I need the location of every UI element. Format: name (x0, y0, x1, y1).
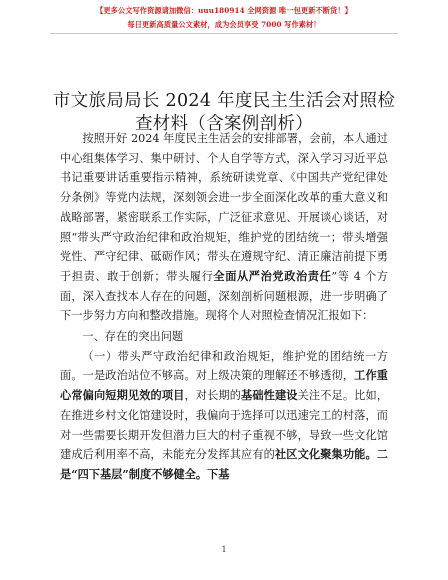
sec-text-5: 关注不足。比如，在推进乡村文化馆建设时，我偏向于选择可以迅速完工的村落，而对一些需要长期开发但潜力巨大的村子重视不够，导致一些文化馆建成后利用率不高，未能充分发挥其应有的 (60, 389, 388, 462)
sec-text-4: 基础性建设 (241, 388, 298, 403)
promo-banner-line1: 【更多公文写作资源请加微信：uuu180914 全网资源 唯一包更新不断货！】 (96, 6, 352, 15)
sec-text-3: ，对长期的 (184, 389, 242, 403)
page-number: 1 (221, 545, 227, 554)
promo-banner-line2: 每日更新高质量公文素材，成为会员享受 7000 写作素材！ (127, 20, 321, 29)
sec-text-1: （一）带头严守政治纪律和政治规矩，维护党的团结统一方面。一是政治站位不够高。对上级决策的理解还不够透彻， (60, 349, 388, 383)
document-title: 市文旅局局长 2024 年度民主生活会对照检查材料（含案例剖析） (52, 90, 396, 134)
sec-text-6: 社区文化聚集功能。二是“四下基层”制度不够健全。下基 (60, 447, 388, 481)
intro-paragraph (60, 129, 388, 326)
intro-text-3: ”等 4 个方面，深入查找本人存在的问题，深刻剖析问题根源，进一步明确了下一步努力方向和整改措施。现将个人对照检查情况汇报如下： (60, 269, 388, 323)
header-divider (50, 33, 398, 34)
document-body (60, 129, 388, 485)
section-paragraph (60, 347, 388, 485)
sec-text-2: 工作重心常偏向短期见效的项目 (60, 368, 388, 403)
section-heading: 一、存在的突出问题 (82, 330, 184, 344)
intro-text-2: 全面从严治党政治责任 (213, 268, 332, 283)
intro-text-1: 按照开好 2024 年度民主生活会的安排部署，会前，本人通过中心组集体学习、集中研讨、个人自学等方式，深入学习习近平总书记重要讲话重要指示精神，系统研读党章、《中国共产党纪律处分条例》等党内法规，深刻领会进一步全面深化改革的重大意义和战略部署，紧密联系工作实际，广泛征求意见、开展谈心谈话，对照“带头严守政治纪律和政治规矩，维护党的团结统一；带头增强党性、严守纪律、砥砺作风；带头在遵规守纪、清正廉洁前提下勇于担责、敢于创新；带头履行 (60, 132, 388, 283)
